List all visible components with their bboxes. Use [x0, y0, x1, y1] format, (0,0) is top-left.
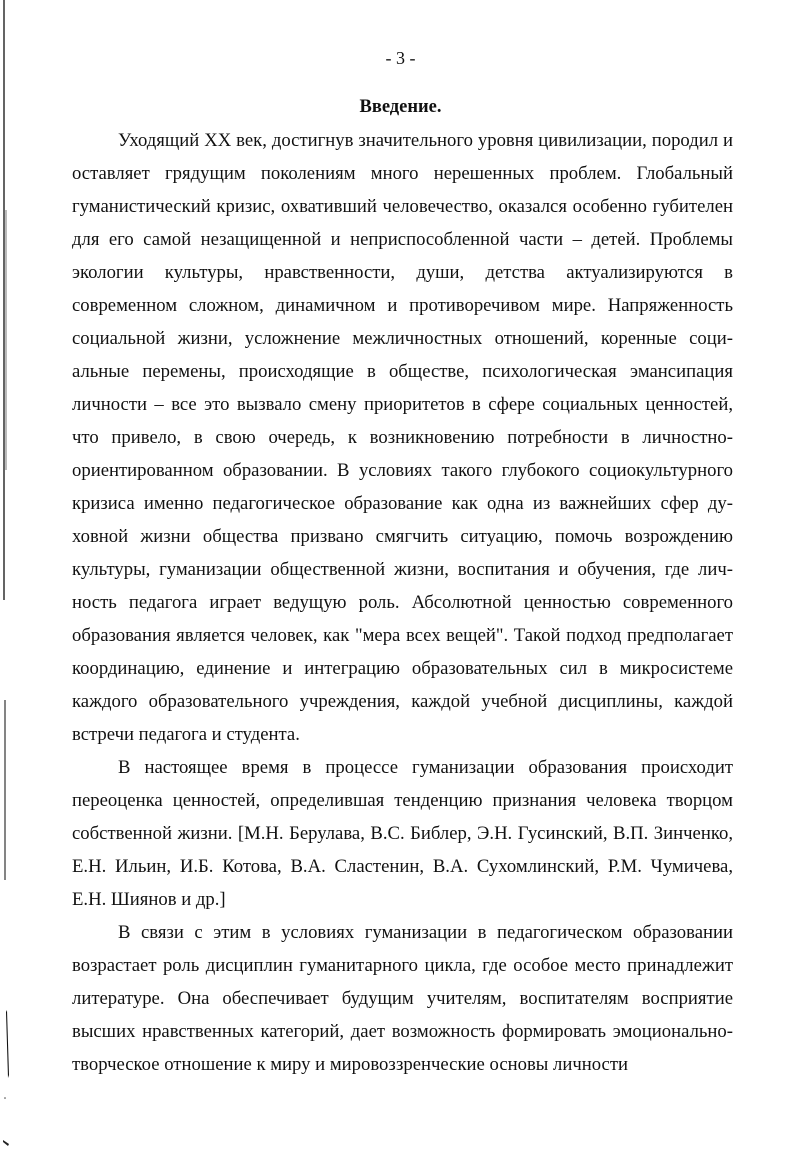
scan-edge-artifact [0, 0, 10, 1150]
paragraph-literature: В связи с этим в условиях гуманизации в педагогическом образовании возрастает роль дисциплин гуманитарного цикла, где особое место принадлежит литературе. Она обеспечивает будущим учителям, воспитателям восприятие высших нравственных категорий, дает возможность формировать эмоционально-творческое отношение к миру и мировоззренческие основы личности [72, 922, 733, 1075]
paragraph-intro: Уходящий XX век, достигнув значительного уровня цивилизации, породил и оставляет грядущим поколениям много нерешенных проблем. Глобальный гуманистический кризис, охвативший человечество, оказался особенно губителен для его самой незащищенной и неприспособленной части – детей. Проблемы экологии культуры, нравственности, души, детства актуализируются в современном сложном, динамичном и противоречивом мире. Напряженность социальной жизни, усложнение межличностных отношений, коренные социальные перемены, происходящие в обществе, психологическая эмансипация личности – все это вызвало смену приоритетов в сфере социальных ценностей, что привело, в свою очередь, к возникновению потребности в личностно-ориентированном образовании. В условиях такого глубокого социокультурного кризиса именно педагогическое образование как одна из важнейших сфер духовной жизни общества призвано смягчить ситуацию, помочь возрождению культуры, гуманизации общественной жизни, воспитания и обучения, где личность педагога играет ведущую роль. Абсолютной ценностью современного образования является человек, как "мера всех вещей". Такой подход предполагает координацию, единение и интеграцию образовательных сил в микросистеме каждого образовательного учреждения, каждой учебной дисциплины, каждой встречи педагога и студента. [72, 130, 733, 745]
body-text [72, 124, 733, 1081]
page-number: - 3 - [385, 48, 416, 68]
paragraph-humanization: В настоящее время в процессе гуманизации образования происходит переоценка ценностей, определившая тенденцию признания человека творцом собственной жизни. [М.Н. Берулава, В.С. Библер, Э.Н. Гусинский, В.П. Зинченко, Е.Н. Ильин, И.Б. Котова, В.А. Сластенин, В.А. Сухомлинский, Р.М. Чумичева, Е.Н. Шиянов и др.] [72, 757, 733, 910]
section-heading: Введение. [359, 97, 442, 117]
